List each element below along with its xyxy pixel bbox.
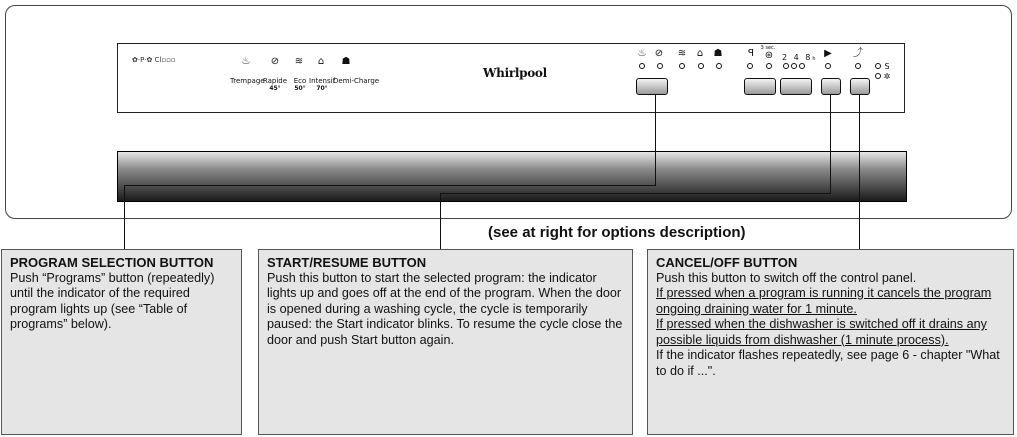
control-panel bbox=[117, 43, 905, 113]
tablet-option-button[interactable] bbox=[744, 78, 776, 95]
delay-4h-led bbox=[791, 63, 797, 69]
eco-icon: ≋ bbox=[294, 56, 304, 67]
cancel-icon: ⤴ bbox=[853, 48, 863, 59]
delay-hours: 2 4 8h bbox=[782, 53, 818, 62]
eco-led bbox=[679, 63, 685, 69]
cancel-off-box bbox=[647, 249, 1014, 435]
eco-indicator-icon: ≋ bbox=[677, 48, 687, 59]
delay-8h-led bbox=[799, 63, 805, 69]
cancel-off-line-3: If pressed when the dishwasher is switched off it drains any possible liquids from dishwasher (1 minute process). bbox=[656, 317, 987, 347]
start-button[interactable] bbox=[821, 78, 841, 95]
start-resume-box bbox=[258, 249, 633, 435]
start-icon: ▶ bbox=[824, 48, 832, 59]
brand-mark: ✿·P·✿ Cl▫▫▫ bbox=[132, 56, 176, 64]
delay-label: 3 sec. bbox=[760, 45, 776, 51]
delay-icon: ⊛ bbox=[764, 50, 774, 61]
whirlpool-logo: Whirlpool bbox=[483, 66, 547, 80]
start-leader-vertical bbox=[440, 193, 441, 255]
prewash-indicator-icon: ♨ bbox=[637, 48, 647, 59]
cancel-off-line-4: If the indicator flashes repeatedly, see page 6 - chapter "What to do if ...". bbox=[656, 348, 1000, 378]
prewash-led bbox=[639, 63, 645, 69]
delay-2h-led bbox=[783, 63, 789, 69]
program-leader-riser bbox=[655, 94, 656, 186]
intensive-icon: ⌂ bbox=[317, 56, 325, 67]
delay-led bbox=[766, 63, 772, 69]
cancel-leader-vertical bbox=[859, 94, 860, 255]
prewash-icon: ♨ bbox=[241, 56, 251, 67]
program-label-demi-charge: Demi-Charge bbox=[333, 77, 380, 85]
start-resume-body: Push this button to start the selected program: the indicator lights up and goes off at the end of the program. When the door is opened during a washing cycle, the cycle is temporarily paused: the Start indicator blinks. To resume the cycle close the door and push Start button again. bbox=[267, 270, 623, 347]
rinse-aid-led bbox=[875, 73, 881, 79]
delay-option-button[interactable] bbox=[780, 78, 812, 95]
program-label-intensif: Intensif 70° bbox=[309, 77, 336, 92]
rapid-led bbox=[657, 63, 663, 69]
start-resume-title: START/RESUME BUTTON bbox=[267, 255, 427, 270]
cancel-led bbox=[855, 63, 861, 69]
cancel-button[interactable] bbox=[850, 78, 870, 95]
rapid-icon: ⊘ bbox=[270, 56, 280, 67]
program-selection-box bbox=[1, 249, 242, 435]
program-leader-horizontal bbox=[124, 185, 656, 186]
tablet-led bbox=[747, 63, 753, 69]
intensive-led bbox=[698, 63, 704, 69]
half-load-indicator-icon: ☗ bbox=[713, 48, 723, 59]
rinse-aid-icon: ✲ bbox=[883, 72, 891, 81]
salt-led bbox=[875, 63, 881, 69]
start-leader-horizontal bbox=[440, 193, 830, 194]
cancel-off-line-1: Push this button to switch off the control panel. bbox=[656, 270, 917, 285]
cancel-off-line-2: If pressed when a program is running it cancels the program ongoing draining water for 1 minute. bbox=[656, 286, 992, 316]
start-led bbox=[825, 63, 831, 69]
program-leader-vertical bbox=[124, 185, 125, 255]
intensive-indicator-icon: ⌂ bbox=[696, 48, 704, 59]
cancel-off-title: CANCEL/OFF BUTTON bbox=[656, 255, 798, 270]
half-load-icon: ☗ bbox=[341, 56, 351, 67]
program-label-rapide: Rapide 45° bbox=[262, 77, 288, 92]
program-selection-title: PROGRAM SELECTION BUTTON bbox=[10, 255, 214, 270]
options-note: (see at right for options description) bbox=[488, 224, 746, 241]
program-label-eco: Eco 50° bbox=[293, 77, 307, 92]
program-selection-body: Push “Programs” button (repeatedly) until the indicator of the required program lights up (see “Table of programs” below). bbox=[10, 270, 215, 331]
rapid-indicator-icon: ⊘ bbox=[654, 48, 664, 59]
program-label-trempage: Trempage bbox=[230, 77, 265, 85]
door-handle bbox=[117, 151, 907, 202]
program-button[interactable] bbox=[636, 78, 668, 95]
tablet-icon: ꟼ bbox=[747, 48, 755, 59]
half-load-led bbox=[716, 63, 722, 69]
salt-icon: S bbox=[884, 62, 890, 71]
start-leader-riser bbox=[830, 94, 831, 194]
